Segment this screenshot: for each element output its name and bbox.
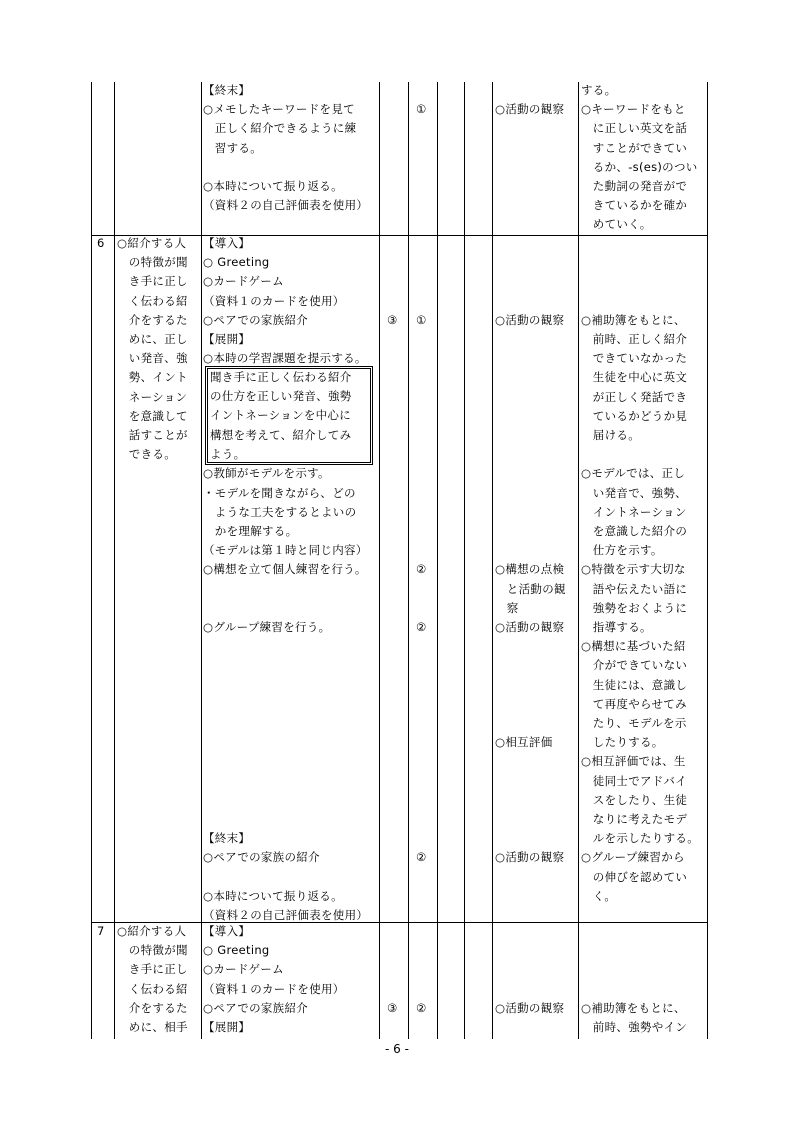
teaching-note-line: を意識した紹介の xyxy=(581,524,688,538)
column-divider xyxy=(578,82,579,1039)
activity-line: 習する。 xyxy=(203,140,262,155)
teaching-note-line: ○補助簿をもとに、 xyxy=(581,1000,686,1015)
activity-line: ○教師がモデルを示す。 xyxy=(203,466,330,481)
activity-line: ような工夫をするとよいの xyxy=(203,504,357,519)
teaching-note-line: たり、モデルを示 xyxy=(581,716,687,730)
goal-line: 介をするた xyxy=(117,1000,188,1015)
activity-line: （資料１のカードを使用） xyxy=(203,293,345,308)
evaluation-method: ○活動の観察 xyxy=(495,1000,565,1015)
goal-line: 話すことが xyxy=(117,428,188,442)
teaching-note-line: 介ができていない xyxy=(581,658,688,673)
evaluation-mark: ② xyxy=(416,1000,427,1015)
teaching-note-line: の伸びを認めてい xyxy=(581,869,688,884)
teaching-note-line: が正しく発話でき xyxy=(581,389,688,404)
activity-line: ○構想を立て個人練習を行う。 xyxy=(203,562,367,577)
teaching-note-line: 語や伝えたい語に xyxy=(581,581,688,596)
evaluation-method: ○相互評価 xyxy=(495,735,553,750)
evaluation-mark: ② xyxy=(416,620,427,634)
column-divider xyxy=(201,82,202,1039)
activity-line: （モデルは第１時と同じ内容） xyxy=(203,543,368,558)
goal-line: い発音、強 xyxy=(117,351,188,366)
teaching-note-line: 生徒を中心に英文 xyxy=(581,370,688,385)
task-box-line: の仕方を正しい発音、強勢 xyxy=(210,389,352,404)
teaching-note-line: に正しい英文を話 xyxy=(581,121,688,136)
goal-line: めに、相手 xyxy=(117,1020,188,1034)
teaching-note-line: 指導する。 xyxy=(581,620,652,634)
teaching-note-line: く。 xyxy=(581,888,617,903)
activity-line: かを理解する。 xyxy=(203,524,298,538)
evaluation-method: ○活動の観察 xyxy=(495,102,565,117)
teaching-note-line: 生徒には、意識し xyxy=(581,677,688,692)
goal-line: めに、正し xyxy=(117,332,188,346)
evaluation-method: ○活動の観察 xyxy=(495,620,565,634)
activity-line: ○グループ練習を行う。 xyxy=(203,620,331,634)
teaching-note-line: イントネーション xyxy=(581,504,687,519)
teaching-note-line: 前時、正しく紹介 xyxy=(581,332,688,346)
teaching-note-line: 強勢をおくように xyxy=(581,600,688,615)
evaluation-method: と活動の観 xyxy=(495,581,566,596)
teaching-note-line: めていく。 xyxy=(581,217,652,232)
teaching-note-line: なりに考えたモデ xyxy=(581,812,688,826)
teaching-note-line: ○構想に基づいた紹 xyxy=(581,639,686,654)
teaching-note-line: できていなかった xyxy=(581,351,688,366)
teaching-note-line: ○グループ練習から xyxy=(581,850,685,865)
table-border-left xyxy=(91,82,92,1039)
task-box-line: 構想を考えて、紹介してみ xyxy=(210,427,352,442)
column-divider xyxy=(379,82,380,1039)
teaching-note-line: るか、-s(es)のつい xyxy=(581,159,698,174)
activity-line: ○カードゲーム xyxy=(203,962,284,977)
teaching-note-line: ルを示したりする。 xyxy=(581,831,699,846)
teaching-note-line: 徒同士でアドバイ xyxy=(581,773,687,788)
teaching-note-line: ○特徴を示す大切な xyxy=(581,562,686,577)
page-number: - 6 - xyxy=(385,1042,409,1056)
evaluation-mark: ① xyxy=(416,102,427,117)
column-divider xyxy=(408,82,409,1039)
evaluation-mark: ② xyxy=(416,850,427,865)
evaluation-mark: ③ xyxy=(387,312,398,327)
activity-line: 【導入】 xyxy=(203,924,251,938)
activity-line: 正しく紹介できるように練 xyxy=(203,121,357,136)
task-box-line: 聞き手に正しく伝わる紹介 xyxy=(210,370,352,384)
column-divider xyxy=(464,82,465,1039)
teaching-note-line: 前時、強勢やイン xyxy=(581,1020,688,1034)
teaching-note-line: ○相互評価では、生 xyxy=(581,754,686,769)
task-box-line: よう。 xyxy=(210,446,246,461)
goal-line: く伝わる紹 xyxy=(117,293,188,308)
teaching-note-line: ○キーワードをもと xyxy=(581,102,686,117)
activity-line: ○カードゲーム xyxy=(203,274,284,289)
goal-line: き手に正し xyxy=(117,962,188,977)
teaching-note-line: た動詞の発音がで xyxy=(581,179,688,193)
activity-line: ○本時について振り返る。 xyxy=(203,179,343,193)
teaching-note-line: スをしたり、生徒 xyxy=(581,792,688,807)
teaching-note-line: きているかを確か xyxy=(581,198,688,213)
evaluation-method: ○構想の点検 xyxy=(495,562,565,577)
activity-line: ○ペアでの家族紹介 xyxy=(203,1000,309,1015)
activity-line: 【展開】 xyxy=(203,1020,251,1034)
activity-line: ○ Greeting xyxy=(203,255,270,270)
teaching-note-line: ているかどうか見 xyxy=(581,408,688,423)
goal-line: を意識して xyxy=(117,408,188,423)
evaluation-method: 察 xyxy=(495,600,519,615)
table-border-right xyxy=(707,82,708,1039)
lesson-number: 6 xyxy=(97,236,105,250)
teaching-note-line: 届ける。 xyxy=(581,428,640,442)
goal-line: き手に正し xyxy=(117,274,188,289)
activity-line: （資料２の自己評価表を使用） xyxy=(203,198,369,213)
teaching-note-line: ○補助簿をもとに、 xyxy=(581,312,686,327)
activity-line: 【展開】 xyxy=(203,332,251,346)
goal-line: 介をするた xyxy=(117,312,188,327)
activity-line: ○本時の学習課題を提示する。 xyxy=(203,351,367,366)
goal-line: ○紹介する人 xyxy=(117,924,187,938)
goal-line: 勢、イント xyxy=(117,370,188,385)
lesson-number: 7 xyxy=(97,924,105,938)
activity-line: ・モデルを聞きながら、どの xyxy=(203,485,356,500)
evaluation-mark: ① xyxy=(416,312,427,327)
evaluation-method: ○活動の観察 xyxy=(495,312,565,327)
evaluation-mark: ③ xyxy=(387,1000,398,1015)
goal-line: の特徴が聞 xyxy=(117,255,188,270)
activity-line: ○ Greeting xyxy=(203,943,270,958)
goal-line: できる。 xyxy=(117,447,176,462)
activity-line: 【終末】 xyxy=(203,831,251,846)
teaching-note-line: ○モデルでは、正し xyxy=(581,466,686,481)
goal-line: の特徴が聞 xyxy=(117,943,188,958)
teaching-note-line: すことができてい xyxy=(581,140,688,155)
goal-line: ○紹介する人 xyxy=(117,236,187,250)
teaching-note-line: する。 xyxy=(581,83,617,97)
activity-line: ○メモしたキーワードを見て xyxy=(203,102,355,117)
teaching-note-line: したりする。 xyxy=(581,735,664,750)
column-divider xyxy=(114,82,115,1039)
activity-line: ○本時について振り返る。 xyxy=(203,888,343,903)
activity-line: （資料１のカードを使用） xyxy=(203,981,345,996)
goal-line: ネーション xyxy=(117,389,188,404)
evaluation-mark: ② xyxy=(416,562,427,577)
evaluation-method: ○活動の観察 xyxy=(495,850,565,865)
task-box-line: イントネーションを中心に xyxy=(210,408,352,423)
activity-line: 【導入】 xyxy=(203,236,251,250)
column-divider xyxy=(437,82,438,1039)
goal-line: く伝わる紹 xyxy=(117,981,188,996)
column-divider xyxy=(492,82,493,1039)
activity-line: ○ペアでの家族の紹介 xyxy=(203,850,320,865)
teaching-note-line: い発音で、強勢、 xyxy=(581,485,687,500)
teaching-note-line: て再度やらせてみ xyxy=(581,696,687,711)
activity-line: （資料２の自己評価表を使用） xyxy=(203,908,369,922)
activity-line: ○ペアでの家族紹介 xyxy=(203,312,309,327)
activity-line: 【終末】 xyxy=(203,83,251,97)
teaching-note-line: 仕方を示す。 xyxy=(581,543,663,558)
